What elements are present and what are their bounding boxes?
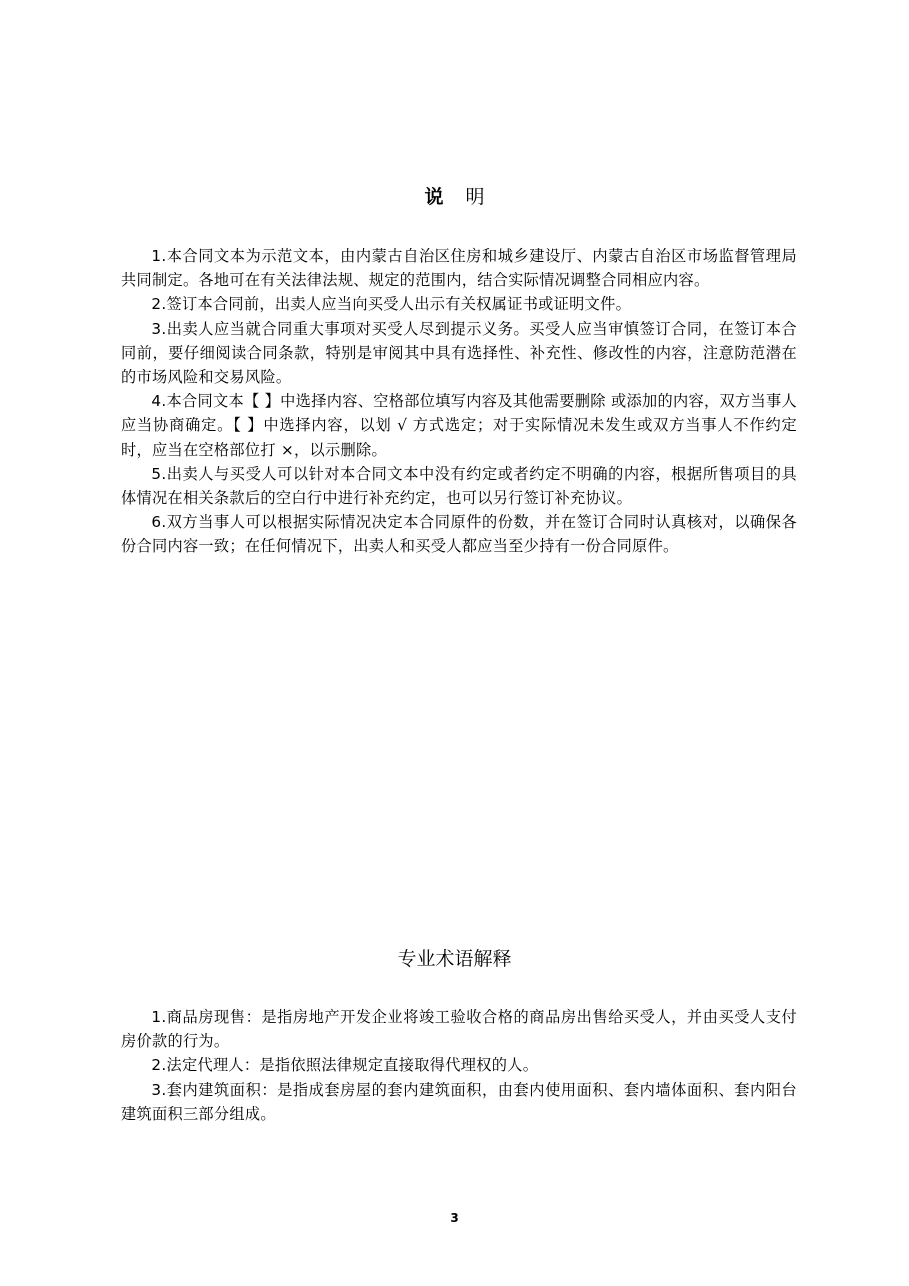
section-title-part-1: 说 <box>424 186 444 208</box>
terminology-paragraph-2: 2.法定代理人：是指依照法律规定直接取得代理权的人。 <box>151 1056 539 1075</box>
terminology-paragraph-3: 3.套内建筑面积：是指成套房屋的套内建筑面积，由套内使用面积、套内墙体面积、套内阳台建筑面积三部分组成。 <box>121 1080 797 1123</box>
section-title-terminology: 专业术语解释 <box>397 948 512 970</box>
explanation-paragraph-1: 1.本合同文本为示范文本，由内蒙古自治区住房和城乡建设厅、内蒙古自治区市场监督管理局共同制定。各地可在有关法律法规、规定的范围内，结合实际情况调整合同相应内容。 <box>121 247 797 290</box>
explanation-section <box>121 244 797 559</box>
terminology-paragraph-1: 1.商品房现售：是指房地产开发企业将竣工验收合格的商品房出售给买受人，并由买受人支付房价款的行为。 <box>121 1008 797 1051</box>
section-title-part-2: 明 <box>465 186 485 208</box>
explanation-paragraph-2: 2.签订本合同前，出卖人应当向买受人出示有关权属证书或证明文件。 <box>151 295 632 314</box>
terminology-section <box>121 1005 797 1126</box>
section-title-explanation <box>0 185 909 209</box>
page-number: 3 <box>450 1211 459 1225</box>
explanation-paragraph-4: 4.本合同文本【 】中选择内容、空格部位填写内容及其他需要删除 或添加的内容，双方当事人应当协商确定。【 】中选择内容，以划 √ 方式选定；对于实际情况未发生或双方当事人不作约定时，应当在空格部位打 ×，以示删除。 <box>121 392 797 459</box>
explanation-paragraph-5: 5.出卖人与买受人可以针对本合同文本中没有约定或者约定不明确的内容，根据所售项目的具体情况在相关条款后的空白行中进行补充约定，也可以另行签订补充协议。 <box>121 464 797 508</box>
explanation-paragraph-6: 6.双方当事人可以根据实际情况决定本合同原件的份数，并在签订合同时认真核对，以确保各份合同内容一致；在任何情况下，出卖人和买受人都应当至少持有一份合同原件。 <box>121 513 797 556</box>
explanation-paragraph-3: 3.出卖人应当就合同重大事项对买受人尽到提示义务。买受人应当审慎签订合同，在签订本合同前，要仔细阅读合同条款，特别是审阅其中具有选择性、补充性、修改性的内容，注意防范潜在的市场风险和交易风险。 <box>121 319 797 387</box>
